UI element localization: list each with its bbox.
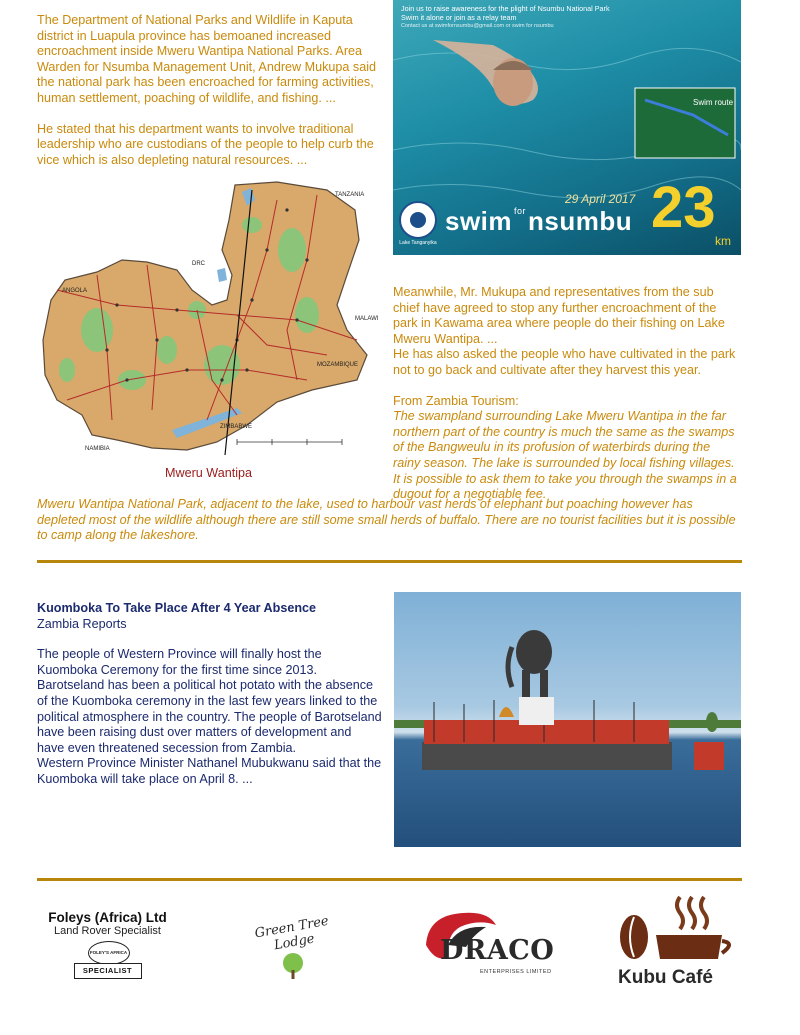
draco-subtitle: ENTERPRISES LIMITED <box>480 969 552 975</box>
article-2-body: The people of Western Province will finally host the Kuomboka Ceremony for the first time since 2013. Barotseland has been a political hot potato with the absence of the Kuomboka ceremony in the last few years linked to the political atmosphere in the country. The people of Barotseland have been raising dust over matters of development and have even threatened secession from Zambia. <box>37 647 382 755</box>
coffee-cup-icon <box>612 893 737 963</box>
article-2-body-2: Western Province Minister Nathanel Mubukwanu said that the Kuomboka will take place on April 8. ... <box>37 756 382 786</box>
country-label: NAMIBIA <box>85 446 110 452</box>
foleys-subtitle: Land Rover Specialist <box>53 925 161 937</box>
section-divider <box>37 878 742 881</box>
country-label: TANZANIA <box>335 192 365 198</box>
poster-header-text <box>401 4 651 31</box>
article-1-paragraph-4: He has also asked the people who have cultivated in the park not to go back and cultivate after they harvest this year. <box>393 347 736 377</box>
article-1-intro <box>37 13 382 168</box>
map-caption: Mweru Wantipa <box>165 466 253 480</box>
country-label: ZIMBABWE <box>220 424 253 430</box>
poster-title-nsumbu: nsumbu <box>528 206 633 236</box>
green-tree-lodge-logo-text: Green Tree Lodge <box>253 913 330 954</box>
article-2-source: Zambia Reports <box>37 616 127 631</box>
svg-text:Swim route: Swim route <box>693 98 734 107</box>
poster-title-swim: swim <box>445 206 513 236</box>
poster-line-2: Swim it alone or join as a relay team <box>401 13 517 22</box>
sponsor-kubu-cafe[interactable] <box>612 893 737 993</box>
article-2 <box>37 601 382 788</box>
svg-text:Lake Tanganyika: Lake Tanganyika <box>399 240 437 246</box>
sponsor-foleys[interactable] <box>40 910 175 979</box>
poster-line-1: Join us to raise awareness for the plight of Nsumbu National Park <box>401 4 610 13</box>
tourism-wide-text <box>37 497 742 544</box>
kuomboka-photo <box>394 592 741 847</box>
country-label: ANGOLA <box>62 288 88 294</box>
tree-icon <box>278 952 308 980</box>
foleys-badge-label: SPECIALIST <box>74 963 142 979</box>
zambia-map <box>37 180 387 455</box>
sponsor-draco[interactable] <box>418 905 553 985</box>
country-label: MOZAMBIQUE <box>317 362 359 368</box>
country-label: MALAWI <box>355 316 379 322</box>
poster-unit: km <box>715 234 731 248</box>
poster-date: 29 April 2017 <box>565 192 636 206</box>
foleys-badge-oval: FOLEY'S AFRICA <box>88 941 130 965</box>
tourism-heading: From Zambia Tourism: <box>393 393 519 408</box>
swim-poster <box>393 0 741 255</box>
tourism-paragraph-2: Mweru Wantipa National Park, adjacent to the lake, used to harbour vast herds of elephant but poaching however has depleted most of the wildlife although there are still some small herds of buffalo. There are no tourist facilities but it is possible to camp along the lakeshore. <box>37 497 736 543</box>
kubu-cafe-logo-text: Kubu Café <box>618 967 713 988</box>
section-divider <box>37 560 742 563</box>
tourism-paragraph-1: The swampland surrounding Lake Mweru Wantipa in the far northern part of the country is much the same as the swamps of the Bangweulu in its profusion of waterbirds during the rainy season. The lake is surrounded by local fishing villages. It is possible to ask them to take you through the swamps in a dugout for a negotiable fee. <box>393 409 737 502</box>
country-label: DRC <box>192 261 205 267</box>
foleys-name: Foleys (Africa) Ltd <box>48 910 167 925</box>
article-1-paragraph-1: The Department of National Parks and Wildlife in Kaputa district in Luapula province has bemoaned increased encroachment inside Mweru Wantipa National Parks. Area Warden for Nsumba Management Unit, Andrew Mukupa said the national park has been encroached for farming activities, human settlement, poaching of wildlife, and fishing. ... <box>37 13 377 105</box>
article-1-paragraph-2: He stated that his department wants to involve traditional leadership who are custodians of the people to help curb the vice which is also depleting natural resources. ... <box>37 121 374 167</box>
poster-distance: 23 <box>651 175 716 240</box>
poster-title <box>445 206 632 237</box>
foleys-badge <box>74 941 142 979</box>
sponsor-green-tree-lodge[interactable] <box>238 913 348 985</box>
article-1-paragraph-3: Meanwhile, Mr. Mukupa and representatives from the sub chief have agreed to stop any further encroachment of the park in Kawama area where people do their fishing on Lake Mweru Wantipa. ... <box>393 285 725 346</box>
poster-title-for: for <box>514 206 527 216</box>
article-1-continued <box>393 285 738 503</box>
draco-logo-text: DRACO <box>440 935 555 966</box>
poster-line-3: Contact us at swimfornsumbu@gmail.com or swim for nsumbu <box>401 23 554 29</box>
article-2-title: Kuomboka To Take Place After 4 Year Absence <box>37 601 317 615</box>
